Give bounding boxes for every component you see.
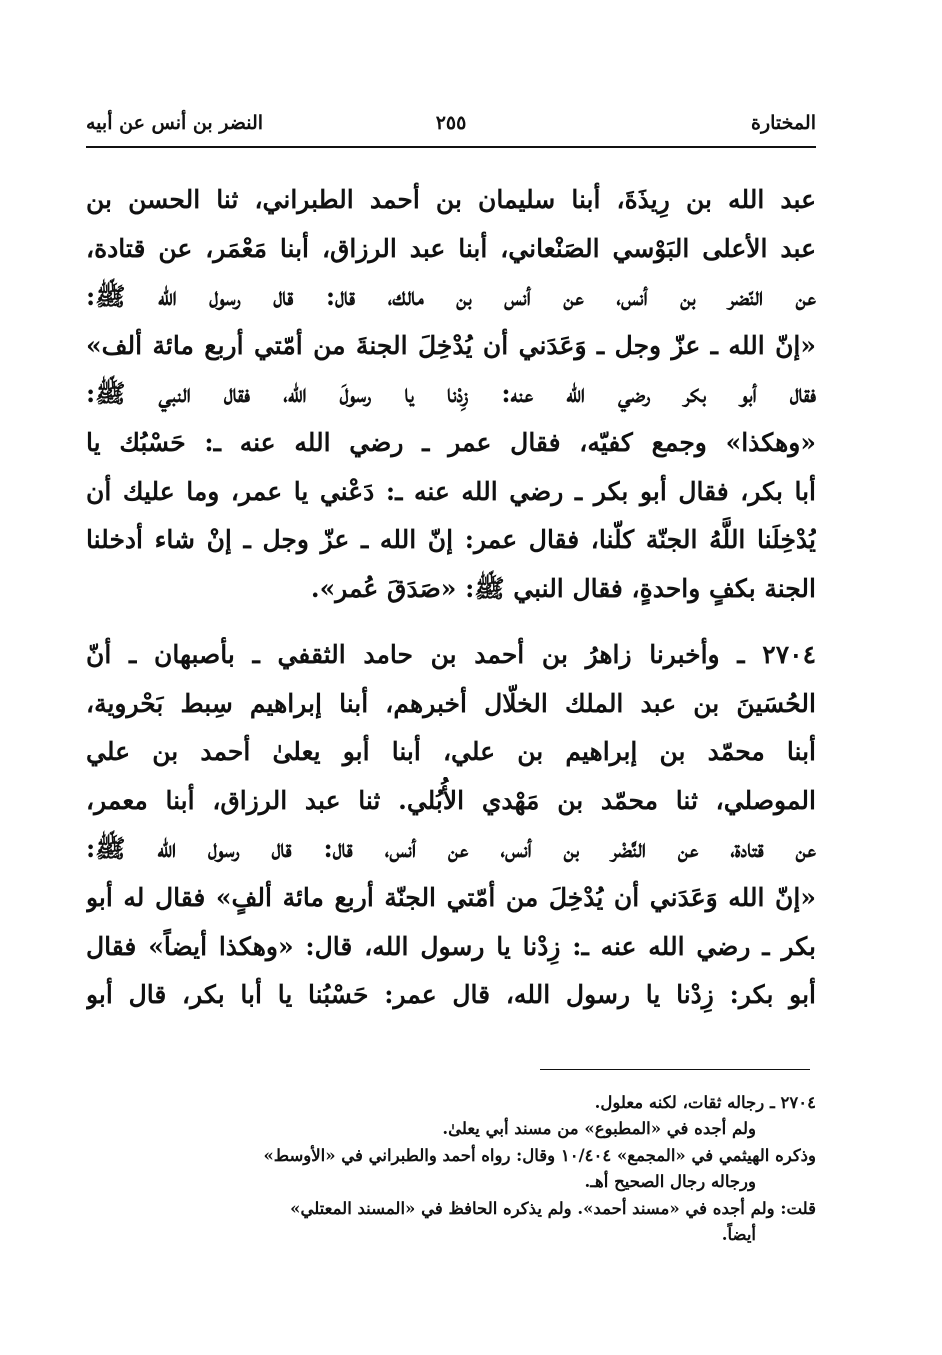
chapter-title: النضر بن أنس عن أبيه bbox=[86, 112, 264, 134]
text-line: أبو بكر: زِدْنا يا رسول الله، قال عمر: حَسْبُنا يا أبا بكر، قال أبو bbox=[86, 980, 816, 1010]
text-line: عبد الأعلى البَوْسي الصَنْعاني، أبنا عبد الرزاق، أبنا مَعْمَر، عن قتادة، bbox=[86, 233, 816, 263]
text-line: «إنّ الله وَعَدَني أن يُدْخِلَ من أمّتي الجنّة أربع مائة ألفٍ» فقال له أبو bbox=[86, 882, 816, 912]
footnote-line: ورجاله رجال الصحيح أهـ. bbox=[584, 1172, 756, 1192]
text-line: الجنة بكفٍ واحدةٍ، فقال النبي ﷺ: «صَدَقَ عُمر». bbox=[310, 573, 816, 603]
footnote-line: ولم أجده في «المطبوع» من مسند أبي يعلىٰ. bbox=[442, 1119, 756, 1139]
text-line: ٢٧٠٤ ـ وأخبرنا زاهرُ بن أحمد بن حامد الثقفي ـ بأصبهان ـ أنّ bbox=[86, 640, 816, 669]
page-number: ٢٥٥ bbox=[435, 112, 467, 134]
footnote-line: قلت: ولم أجده في «مسند أحمد». ولم يذكره الحافظ في «المسند المعتلي» bbox=[290, 1198, 816, 1218]
text-line: «وهكذا» وجمع كفيّه، فقال عمر ـ رضي الله عنه ـ: حَسْبُك يا bbox=[86, 427, 816, 457]
footnote-line: أيضاً. bbox=[721, 1224, 756, 1244]
text-line: عن قتادة، عن النَّضْر بن أنس، عن أنس، قال: قال رسول الله ﷺ: bbox=[86, 834, 816, 864]
text-line: «إنّ الله ـ عزّ وجل ـ وَعَدَني أن يُدْخِلَ الجنةَ من أمّتي أربع مائة ألف» bbox=[86, 330, 816, 360]
text-line: فقال أبو بكر رضي الله عنه: زِدْنا يا رسولَ الله، فقال النبي ﷺ: bbox=[86, 379, 816, 409]
footnote-line: ٢٧٠٤ ـ رجاله ثقات، لكنه معلول. bbox=[594, 1093, 816, 1112]
text-line: عبد الله بن رِيذَةَ، أبنا سليمان بن أحمد الطبراني، ثنا الحسن بن bbox=[86, 185, 816, 214]
text-line: الحُسَينَ بن عبد الملك الخلّال أخبرهم، أبنا إبراهيم سِبط بَحْروية، bbox=[86, 688, 816, 718]
footnote-divider bbox=[540, 1069, 810, 1070]
text-line: الموصلي، ثنا محمّد بن مَهْدي الأُبُلي. ثنا عبد الرزاق، أبنا معمر، bbox=[86, 785, 816, 815]
running-header bbox=[86, 112, 816, 146]
header-divider bbox=[86, 146, 816, 148]
paragraph-continued bbox=[86, 176, 816, 613]
text-line: أبا بكر، فقال أبو بكر ـ رضي الله عنه ـ: دَعْني يا عمر، وما عليك أن bbox=[86, 476, 816, 506]
footnote-line: وذكره الهيثمي في «المجمع» ١٠/٤٠٤ وقال: رواه أحمد والطبراني في «الأوسط» bbox=[263, 1145, 816, 1165]
text-line: أبنا محمّد بن إبراهيم بن علي، أبنا أبو يعلىٰ أحمد بن علي bbox=[86, 737, 816, 767]
text-line: يُدْخِلَنا اللَّهُ الجنّة كلّنا، فقال عمر: إنّ الله ـ عزّ وجل ـ إنْ شاء أدخلنا bbox=[86, 525, 816, 555]
text-line: بكر ـ رضي الله عنه ـ: زِدْنا يا رسول الله، قال: «وهكذا أيضاً» فقال bbox=[86, 931, 816, 961]
footnotes bbox=[86, 1090, 816, 1248]
text-line: عن النّضر بن أنس، عن أنس بن مالك، قال: قال رسول الله ﷺ: bbox=[86, 282, 816, 312]
book-title: المختارة bbox=[751, 112, 816, 134]
hadith-2704 bbox=[86, 631, 816, 1020]
